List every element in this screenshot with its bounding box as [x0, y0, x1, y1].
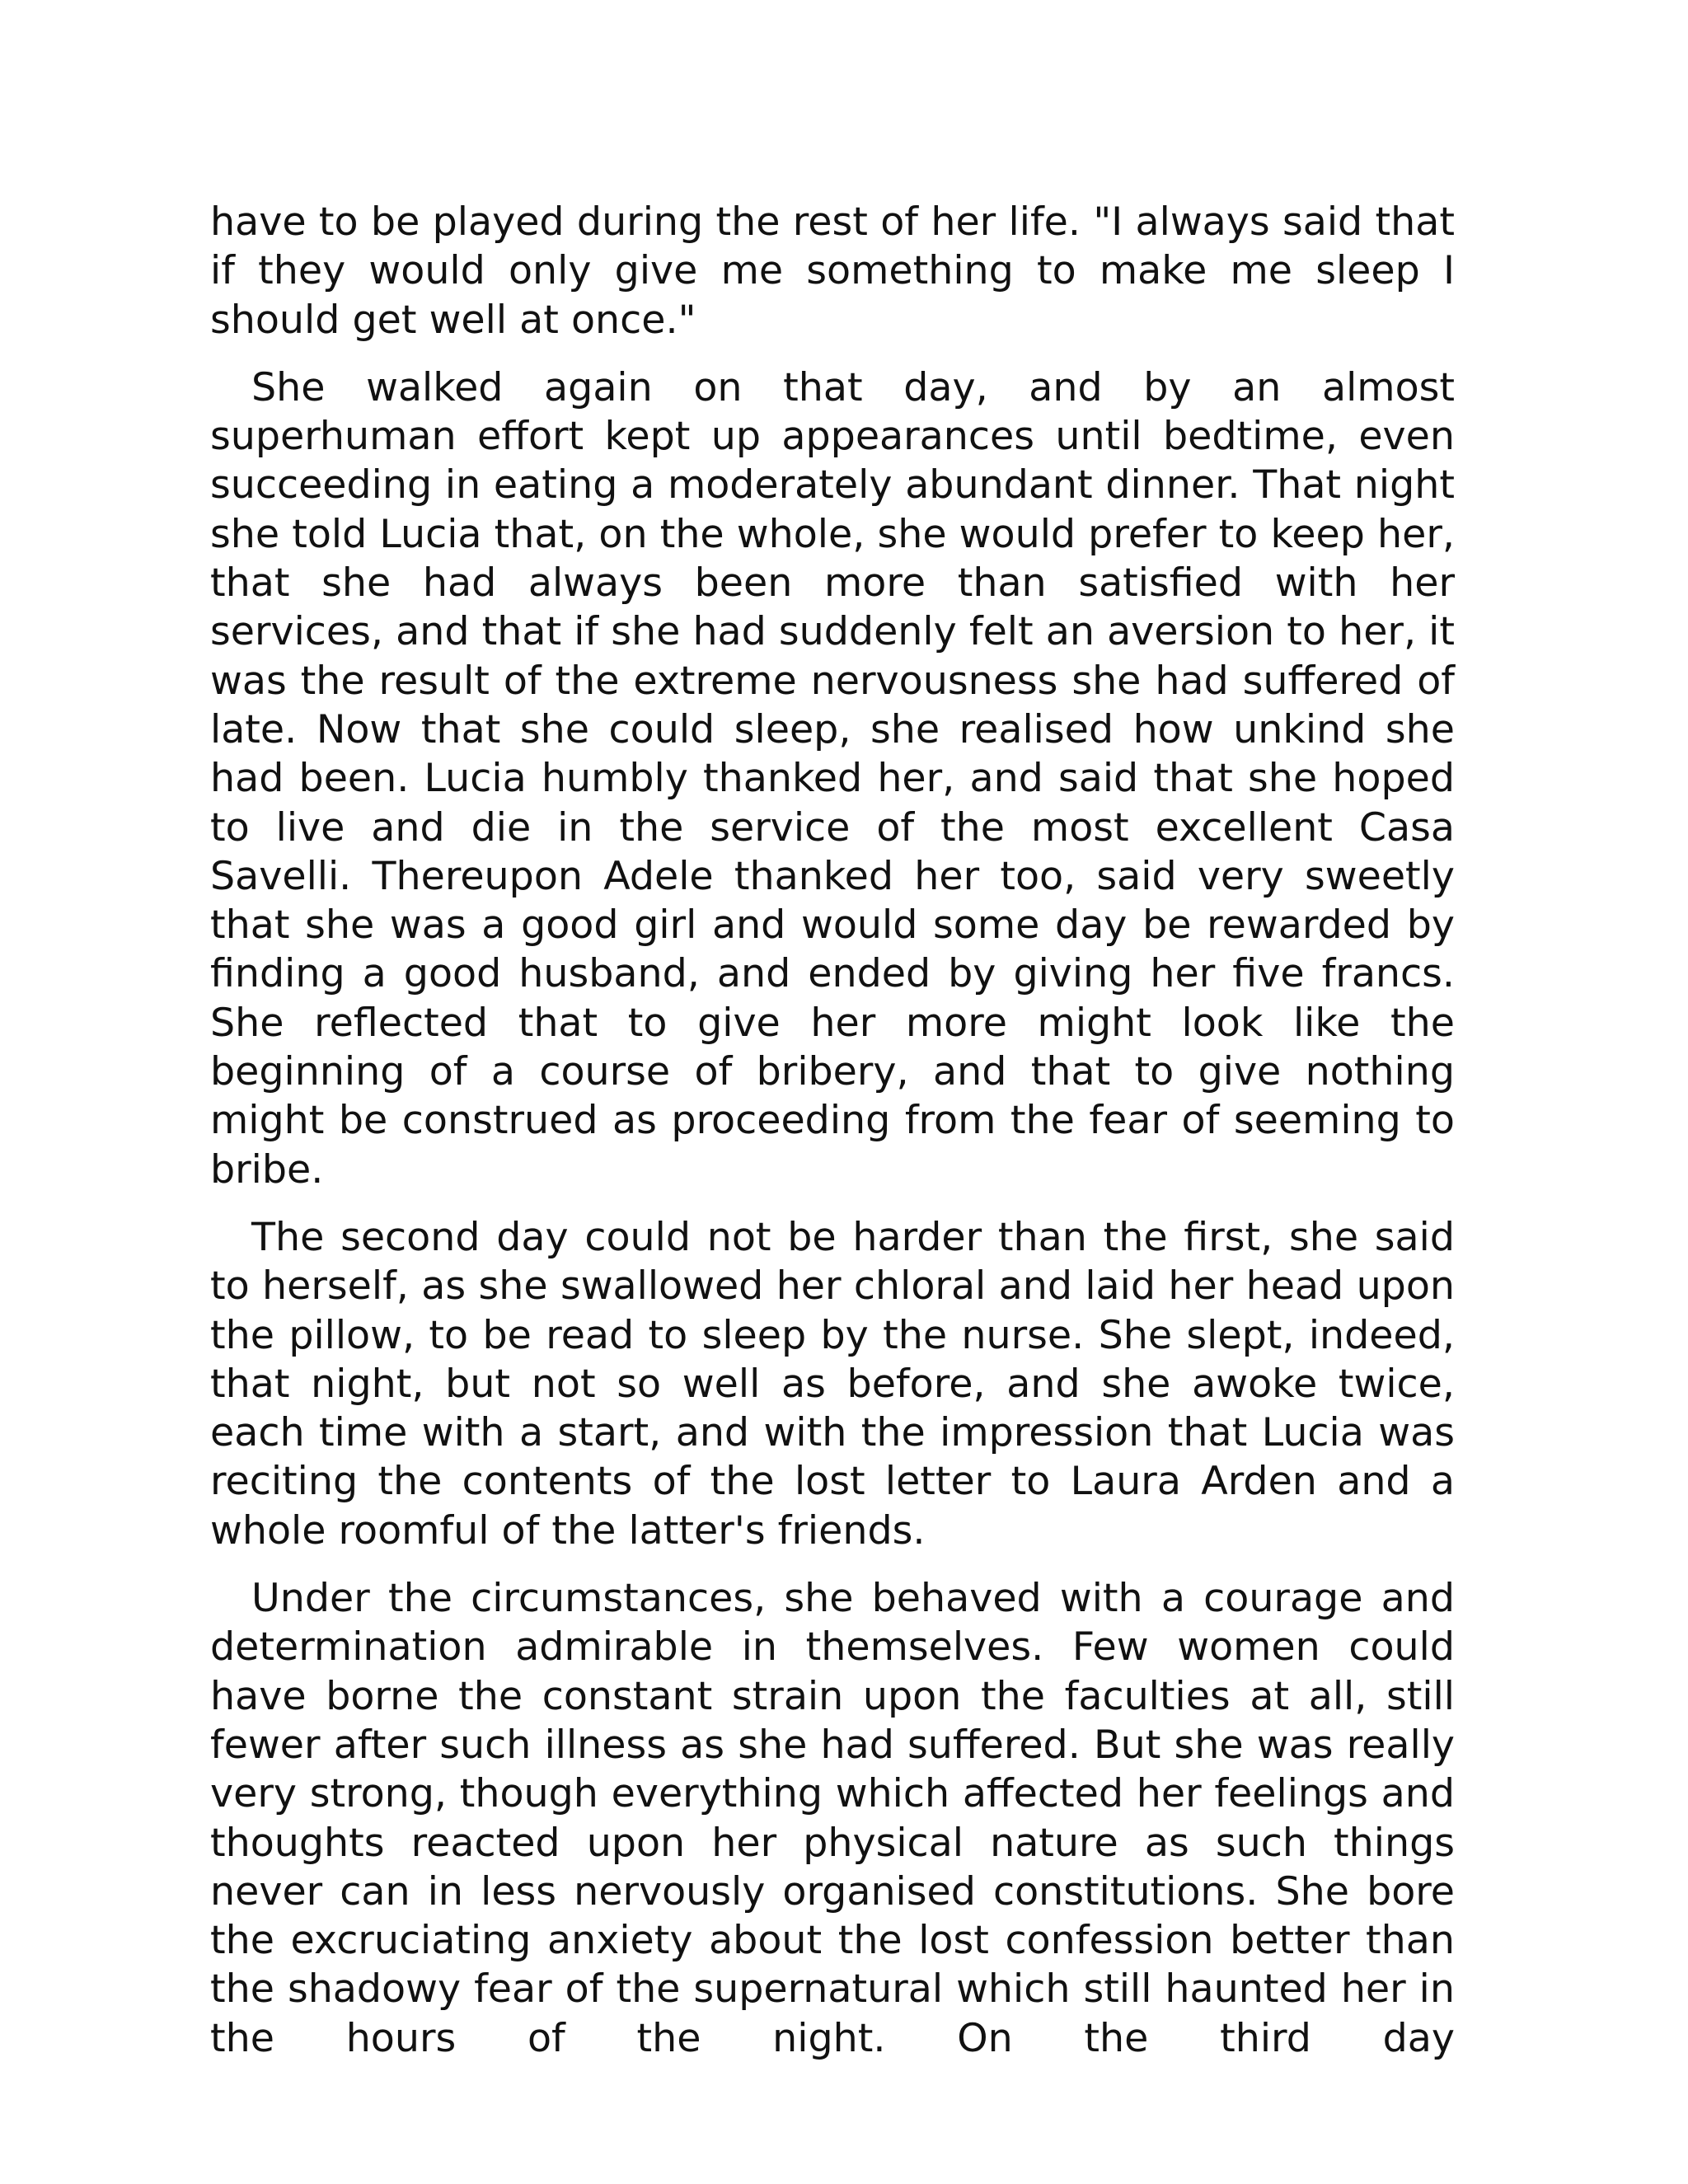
page-body: [210, 198, 1455, 2082]
paragraph-1: have to be played during the rest of her life. "I always said that if they would only give me something to make me sleep I should get well at once.": [210, 199, 1455, 343]
paragraph-2: She walked again on that day, and by an almost superhuman effort kept up appearances until bedtime, even succeeding in eating a moderately abundant dinner. That night she told Lucia that, on the whole, she would prefer to keep her, that she had always been more than satisfied with her services, and that if she had suddenly felt an aversion to her, it was the result of the extreme nervousness she had suffered of late. Now that she could sleep, she realised how unkind she had been. Lucia humbly thanked her, and said that she hoped to live and die in the service of the most excellent Casa Savelli. Thereupon Adele thanked her too, said very sweetly that she was a good girl and would some day be rewarded by finding a good husband, and ended by giving her five francs. She reflected that to give her more might look like the beginning of a course of bribery, and that to give nothing might be construed as proceeding from the fear of seeming to bribe.: [210, 364, 1455, 1193]
paragraph-3: The second day could not be harder than the first, she said to herself, as she swallowed her chloral and laid her head upon the pillow, to be read to sleep by the nurse. She slept, indeed, that night, but not so well as before, and she awoke twice, each time with a start, and with the impression that Lucia was reciting the contents of the lost letter to Laura Arden and a whole roomful of the latter's friends.: [210, 1214, 1455, 1554]
paragraph-4: Under the circumstances, she behaved with a courage and determination admirable in themselves. Few women could have borne the constant strain upon the faculties at all, still fewer after such illness as she had suffered. But she was really very strong, though everything which affected her feelings and thoughts reacted upon her physical nature as such things never can in less nervously organised constitutions. She bore the excruciating anxiety about the lost confession better than the shadowy fear of the supernatural which still haunted her in the hours of the night. On the third day: [210, 1576, 1455, 2061]
